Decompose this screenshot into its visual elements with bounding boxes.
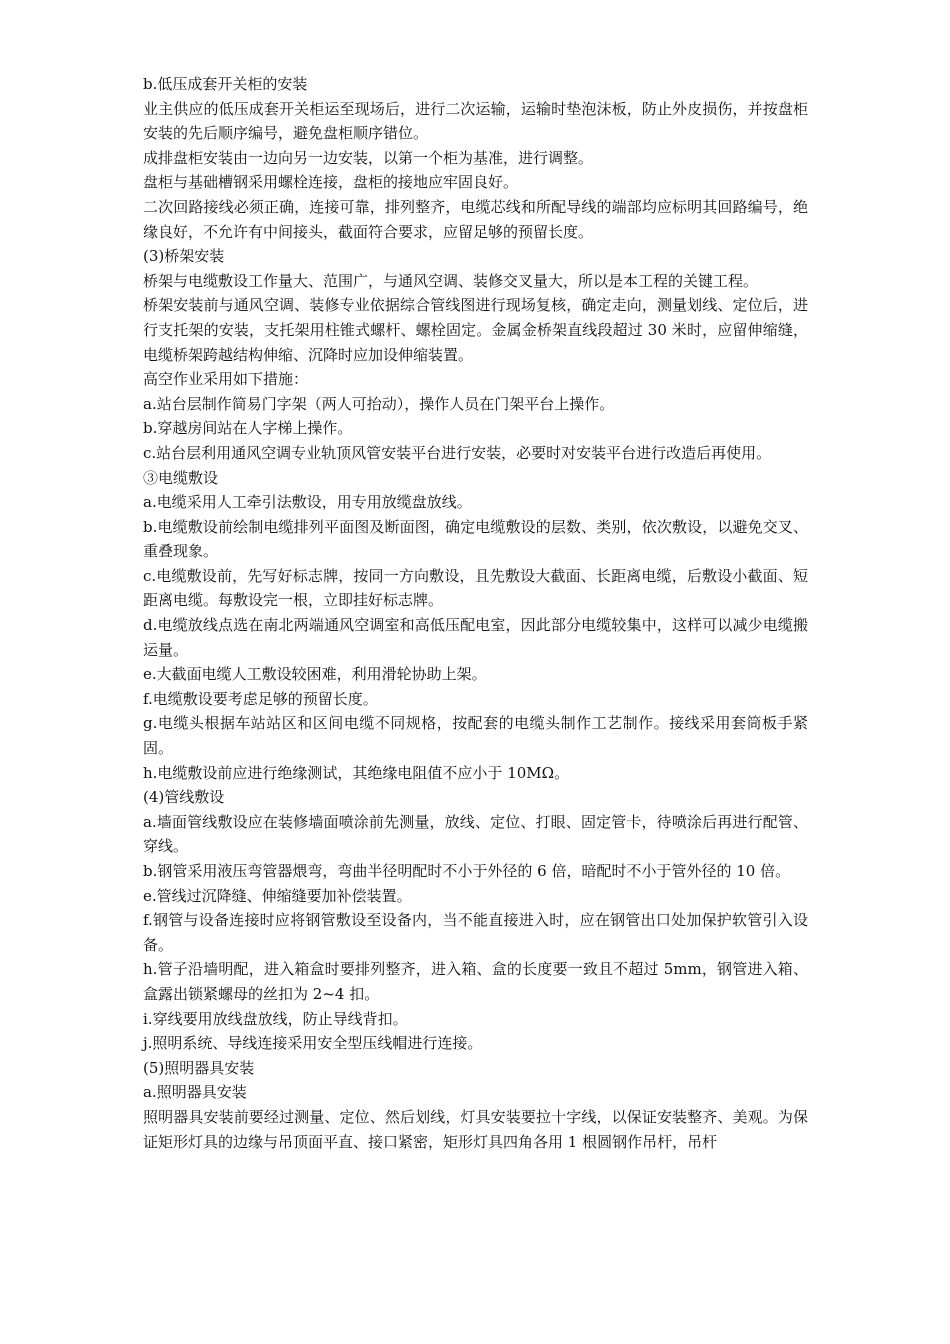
paragraph-tray-workload: 桥架与电缆敷设工作量大、范围广，与通风空调、装修交叉量大，所以是本工程的关键工程。 bbox=[143, 271, 759, 290]
list-item-cable-d: d.电缆放线点选在南北两端通风空调室和高低压配电室，因此部分电缆较集中，这样可以减少电缆搬运量。 bbox=[143, 616, 808, 659]
list-item-cable-h: h.电缆敷设前应进行绝缘测试，其绝缘电阻值不应小于 10MΩ。 bbox=[143, 763, 570, 782]
list-item-conduit-i: i.穿线要用放线盘放线，防止导线背扣。 bbox=[143, 1009, 408, 1028]
subheading-lighting-fixture: a.照明器具安装 bbox=[143, 1083, 247, 1102]
list-item-conduit-j: j.照明系统、导线连接采用安全型压线帽进行连接。 bbox=[143, 1034, 483, 1053]
list-item-cable-a: a.电缆采用人工牵引法敷设，用专用放缆盘放线。 bbox=[143, 493, 472, 512]
list-item-platform: c.站台层利用通风空调专业轨顶风管安装平台进行安装，必要时对安装平台进行改造后再使用。 bbox=[143, 443, 772, 462]
paragraph-cabinet-row-install: 成排盘柜安装由一边向另一边安装，以第一个柜为基准，进行调整。 bbox=[143, 148, 594, 167]
paragraph-switchgear-transport: 业主供应的低压成套开关柜运至现场后，进行二次运输，运输时垫泡沫板，防止外皮损伤，并按盘柜安装的先后顺序编号，避免盘柜顺序错位。 bbox=[143, 99, 808, 143]
heading-conduit-laying: (4)管线敷设 bbox=[143, 788, 225, 807]
paragraph-lighting-procedure: 照明器具安装前要经过测量、定位、然后划线，灯具安装要拉十字线，以保证安装整齐、美观。为保证矩形灯具的边缘与吊顶面平直、接口紧密，矩形灯具四角各用 1 根圆钢作吊杆，吊杆 bbox=[143, 1107, 808, 1151]
list-item-cable-e: e.大截面电缆人工敷设较困难，利用滑轮协助上架。 bbox=[143, 665, 487, 684]
list-item-conduit-b: b.钢管采用液压弯管器煨弯，弯曲半径明配时不小于外径的 6 倍，暗配时不小于管外径的 10 倍。 bbox=[143, 862, 791, 880]
list-item-gantry: a.站台层制作简易门字架（两人可抬动），操作人员在门架平台上操作。 bbox=[143, 394, 615, 413]
heading-cable-laying: ③电缆敷设 bbox=[143, 468, 219, 487]
list-item-cable-c: c.电缆敷设前，先写好标志牌，按同一方向敷设，且先敷设大截面、长距离电缆，后敷设小截面、短距离电缆。每敷设完一根，立即挂好标志牌。 bbox=[143, 566, 808, 610]
paragraph-cabinet-bolting: 盘柜与基础槽钢采用螺栓连接，盘柜的接地应牢固良好。 bbox=[143, 173, 519, 192]
list-item-conduit-h: h.管子沿墙明配，进入箱盒时要排列整齐，进入箱、盒的长度要一致且不超过 5mm，钢管进入箱、盒露出锁紧螺母的丝扣为 2~4 扣。 bbox=[143, 960, 808, 1003]
heading-tray-install: (3)桥架安装 bbox=[143, 247, 225, 266]
paragraph-tray-procedure: 桥架安装前与通风空调、装修专业依据综合管线图进行现场复核，确定走向，测量划线、定位后，进行支托架的安装，支托架用柱锥式螺杆、螺栓固定。金属金桥架直线段超过 30 米时，应留伸缩缝，电缆桥架跨越结构伸缩、沉降时应加设伸缩装置。 bbox=[143, 296, 808, 364]
paragraph-secondary-wiring: 二次回路接线必须正确，连接可靠，排列整齐，电缆芯线和所配导线的端部均应标明其回路编号，绝缘良好，不允许有中间接头，截面符合要求，应留足够的预留长度。 bbox=[143, 197, 808, 241]
paragraph-high-altitude-measures: 高空作业采用如下措施： bbox=[143, 370, 309, 389]
document-page bbox=[143, 72, 808, 1154]
list-item-conduit-f: f.钢管与设备连接时应将钢管敷设至设备内，当不能直接进入时，应在钢管出口处加保护软管引入设备。 bbox=[143, 911, 808, 954]
list-item-cable-f: f.电缆敷设要考虑足够的预留长度。 bbox=[143, 689, 378, 708]
heading-lighting-install: (5)照明器具安装 bbox=[143, 1058, 255, 1077]
list-item-cable-b: b.电缆敷设前绘制电缆排列平面图及断面图，确定电缆敷设的层数、类别，依次敷设，以避免交叉、重叠现象。 bbox=[143, 517, 808, 561]
list-item-conduit-a: a.墙面管线敷设应在装修墙面喷涂前先测量，放线、定位、打眼、固定管卡，待喷涂后再进行配管、穿线。 bbox=[143, 812, 808, 856]
list-item-cable-g: g.电缆头根据车站站区和区间电缆不同规格，按配套的电缆头制作工艺制作。接线采用套筒板手紧固。 bbox=[143, 714, 808, 758]
heading-switchgear-install: b.低压成套开关柜的安装 bbox=[143, 75, 308, 93]
list-item-conduit-e: e.管线过沉降缝、伸缩缝要加补偿装置。 bbox=[143, 886, 412, 905]
list-item-ladder: b.穿越房间站在人字梯上操作。 bbox=[143, 419, 353, 438]
